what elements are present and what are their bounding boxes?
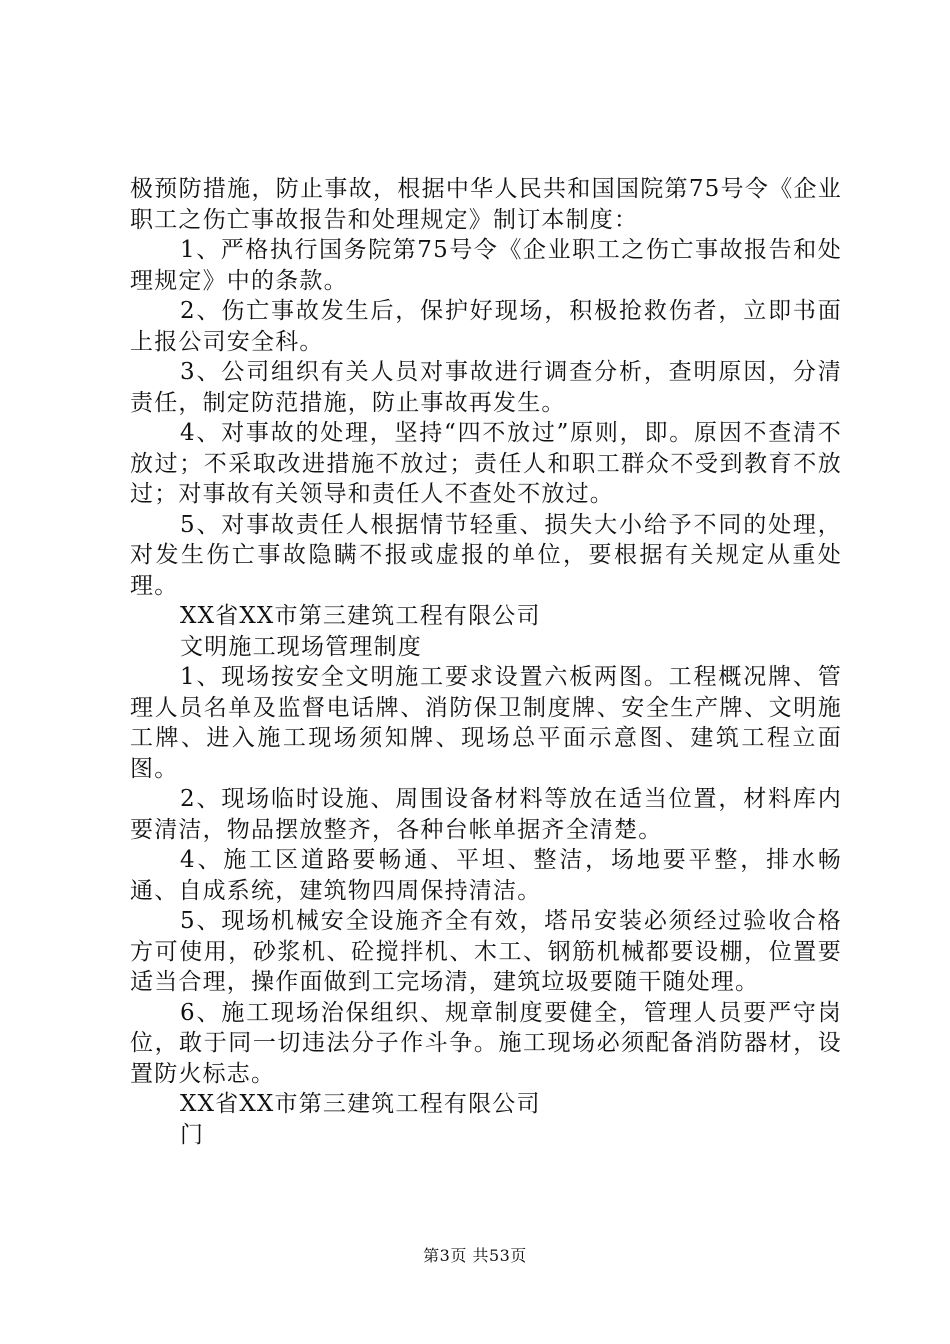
paragraph-clause-1: 1、严格执行国务院第75号令《企业职工之伤亡事故报告和处理规定》中的条款。 bbox=[130, 237, 842, 294]
section-title: 文明施工现场管理制度 bbox=[180, 633, 422, 660]
company-name: XX省XX市第三建筑工程有限公司 bbox=[180, 1091, 541, 1117]
paragraph-clause-3: 3、公司组织有关人员对事故进行调查分析，查明原因，分清责任，制定防范措施，防止事故再发生。 bbox=[130, 359, 842, 416]
paragraph-clause-4: 4、对事故的处理，坚持“四不放过”原则，即。原因不查清不放过；不采取改进措施不放过；责任人和职工群众不受到教育不放过；对事故有关领导和责任人不查处不放过。 bbox=[130, 420, 842, 507]
page-number-footer: 第3页 共53页 bbox=[423, 1246, 527, 1265]
paragraph-trailing: 门 bbox=[180, 1121, 205, 1148]
paragraph-site-rule-2: 2、现场临时设施、周围设备材料等放在适当位置，材料库内要清洁，物品摆放整齐，各种台帐单据齐全清楚。 bbox=[130, 786, 842, 843]
paragraph-site-rule-6: 6、施工现场治保组织、规章制度要健全，管理人员要严守岗位，敢于同一切违法分子作斗争。施工现场必须配备消防器材，设置防火标志。 bbox=[130, 999, 842, 1087]
paragraph-site-rule-5: 5、现场机械安全设施齐全有效，塔吊安装必须经过验收合格方可使用，砂浆机、砼搅拌机、木工、钢筋机械都要设棚，位置要适当合理，操作面做到工完场清，建筑垃圾要随干随处理。 bbox=[130, 908, 842, 995]
paragraph-site-rule-4: 4、施工区道路要畅通、平坦、整洁，场地要平整，排水畅通、自成系统，建筑物四周保持清洁。 bbox=[130, 847, 842, 904]
paragraph-site-rule-1: 1、现场按安全文明施工要求设置六板两图。工程概况牌、管理人员名单及监督电话牌、消防保卫制度牌、安全生产牌、文明施工牌、进入施工现场须知牌、现场总平面示意图、建筑工程立面图。 bbox=[130, 664, 842, 782]
document-body bbox=[130, 174, 842, 1150]
paragraph-intro: 极预防措施，防止事故，根据中华人民共和国国院第75号令《企业职工之伤亡事故报告和处理规定》制订本制度： bbox=[130, 176, 842, 233]
paragraph-clause-5: 5、对事故责任人根据情节轻重、损失大小给予不同的处理，对发生伤亡事故隐瞒不报或虚报的单位，要根据有关规定从重处理。 bbox=[130, 511, 842, 599]
company-name: XX省XX市第三建筑工程有限公司 bbox=[180, 603, 541, 629]
paragraph-clause-2: 2、伤亡事故发生后，保护好现场，积极抢救伤者，立即书面上报公司安全科。 bbox=[130, 298, 842, 355]
